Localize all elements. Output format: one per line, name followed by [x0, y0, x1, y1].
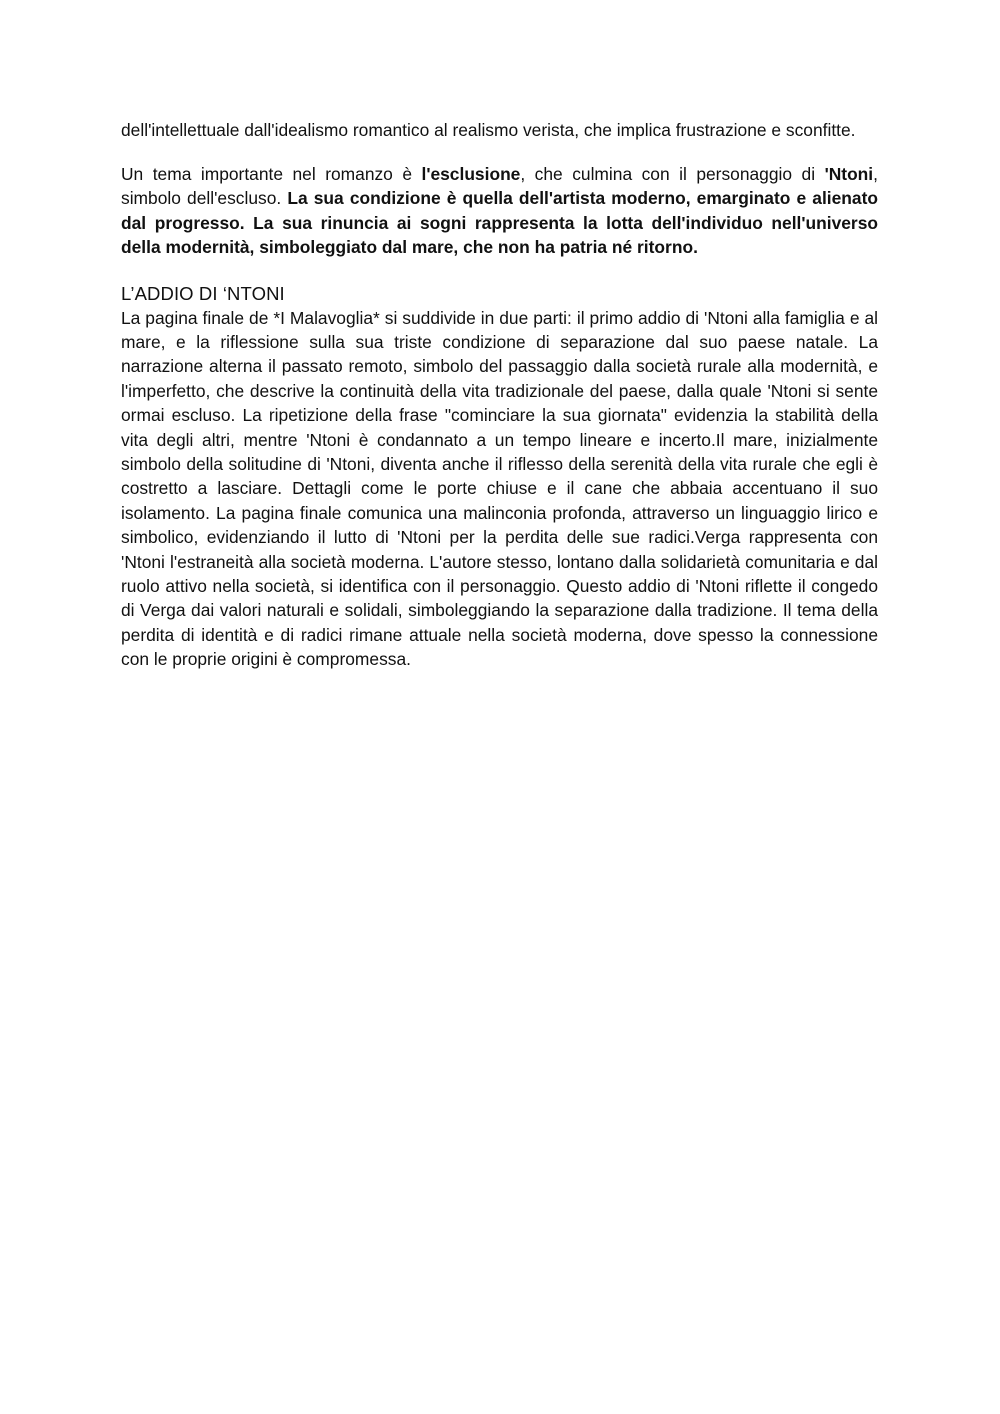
- bold-condizione-artista: La sua condizione è quella dell'artista moderno, emarginato e alienato dal progresso. La sua rinuncia ai sogni rappresenta la lotta dell'individuo nell'universo della modernità, simboleggiato dal mare, che non ha patria né ritorno.: [121, 188, 878, 257]
- paragraph-addio-ntoni: La pagina finale de *I Malavoglia* si suddivide in due parti: il primo addio di 'Ntoni alla famiglia e al mare, e la riflessione sulla sua triste condizione di separazione dal suo paese natale. La narrazione alterna il passato remoto, simbolo del passaggio dalla società rurale alla modernità, e l'imperfetto, che descrive la continuità della vita tradizionale del paese, dalla quale 'Ntoni si sente ormai escluso. La ripetizione della frase "cominciare la sua giornata" evidenzia la stabilità della vita degli altri, mentre 'Ntoni è condannato a un tempo lineare e incerto.Il mare, inizialmente simbolo della solitudine di 'Ntoni, diventa anche il riflesso della serenità della vita rurale che egli è costretto a lasciare. Dettagli come le porte chiuse e il cane che abbaia accentuano il suo isolamento. La pagina finale comunica una malinconia profonda, attraverso un linguaggio lirico e simbolico, evidenziando il lutto di 'Ntoni per la perdita delle sue radici.Verga rappresenta con 'Ntoni l'estraneità alla società moderna. L'autore stesso, lontano dalla solidarietà comunitaria e dal ruolo attivo nella società, si identifica con il personaggio. Questo addio di 'Ntoni riflette il congedo di Verga dai valori naturali e solidali, simboleggiando la separazione dalla tradizione. Il tema della perdita di identità e di radici rimane attuale nella società moderna, dove spesso la connessione con le proprie origini è compromessa.: [121, 307, 878, 670]
- paragraph-esclusione-text-3: , simbolo dell'escluso.: [121, 163, 878, 208]
- bold-esclusione: l'esclusione: [421, 163, 521, 184]
- section-heading: L’ADDIO DI ‘NTONI: [121, 282, 285, 304]
- paragraph-esclusione-text-2: , che culmina con il personaggio di: [520, 163, 825, 184]
- document-page: [121, 118, 878, 672]
- paragraph-esclusione: [121, 162, 878, 260]
- paragraph-esclusione-text-1: Un tema importante nel romanzo è: [121, 163, 422, 184]
- bold-ntoni: 'Ntoni: [824, 163, 874, 184]
- paragraph-intellettuale: dell'intellettuale dall'idealismo romantico al realismo verista, che implica frustrazione e sconfitte.: [121, 120, 856, 140]
